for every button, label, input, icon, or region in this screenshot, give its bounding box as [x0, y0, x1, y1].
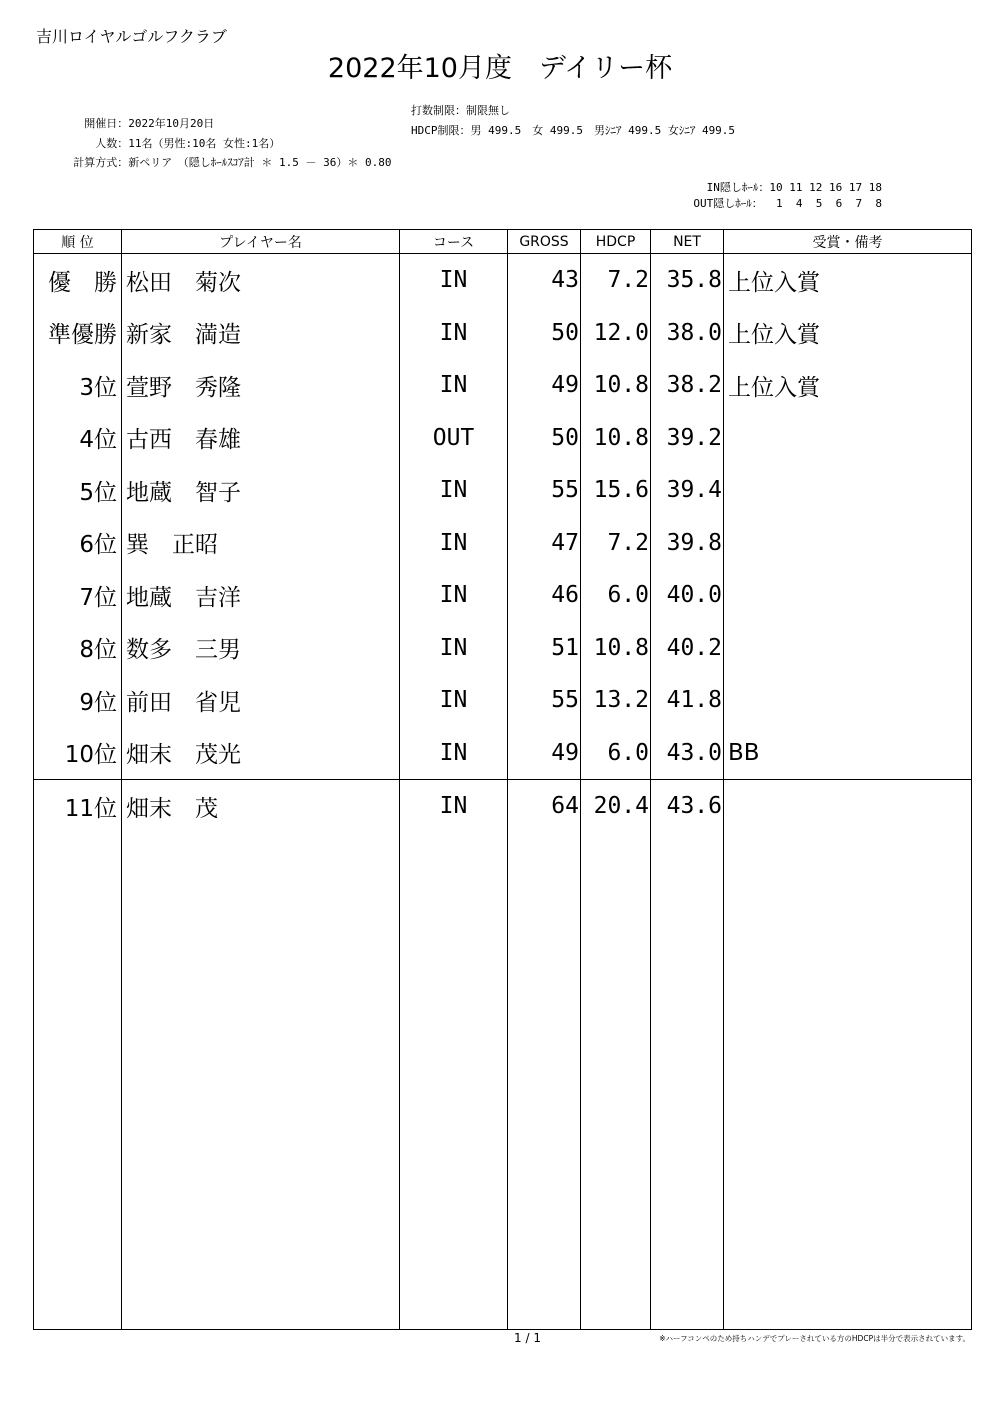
remark-cell: BB [724, 727, 972, 780]
rank-cell: 5位 [34, 464, 122, 517]
page-title: 2022年10月度 デイリー杯 [327, 53, 673, 84]
hdcp-cell: 10.8 [581, 412, 651, 465]
hdcp-cell: 7.2 [581, 517, 651, 570]
calc-value: 新ペリア （隠しﾎｰﾙｽｺｱ計 ＊ 1.5 － 36）＊ 0.80 [128, 156, 392, 169]
header-hdcp: HDCP [581, 230, 651, 254]
gross-cell: 50 [508, 307, 581, 360]
gross-cell: 46 [508, 569, 581, 622]
net-cell: 40.0 [651, 569, 724, 622]
course-cell: IN [400, 359, 508, 412]
net-cell: 40.2 [651, 622, 724, 675]
net-cell: 39.2 [651, 412, 724, 465]
header-net: NET [651, 230, 724, 254]
player-name-cell: 数多 三男 [122, 622, 400, 675]
gross-cell: 49 [508, 727, 581, 780]
table-row [34, 674, 972, 727]
date-value: 2022年10月20日 [128, 117, 215, 130]
count-label: 人数： [95, 137, 129, 150]
remark-cell [724, 622, 972, 675]
header-remark: 受賞・備考 [724, 230, 972, 254]
hdcp-cell: 10.8 [581, 359, 651, 412]
table-row [34, 359, 972, 412]
rank-cell: 10位 [34, 727, 122, 780]
hdcp-cell: 6.0 [581, 569, 651, 622]
in-hidden-holes: IN隠しﾎｰﾙ：10 11 12 16 17 18 [706, 181, 882, 194]
results-table [33, 229, 972, 1330]
date-label: 開催日： [84, 117, 129, 130]
player-name-cell: 地蔵 吉洋 [122, 569, 400, 622]
player-name-cell: 新家 満造 [122, 307, 400, 360]
course-cell: IN [400, 674, 508, 727]
rank-cell: 6位 [34, 517, 122, 570]
rank-cell: 8位 [34, 622, 122, 675]
gross-cell: 49 [508, 359, 581, 412]
count-value: 11名（男性:10名 女性:1名） [128, 137, 281, 150]
remark-cell [724, 780, 972, 833]
net-cell: 43.6 [651, 780, 724, 833]
course-cell: IN [400, 622, 508, 675]
table-row [34, 727, 972, 780]
player-name-cell: 前田 省児 [122, 674, 400, 727]
net-cell: 35.8 [651, 254, 724, 307]
rank-cell: 準優勝 [34, 307, 122, 360]
table-row [34, 412, 972, 465]
footer-note: ※ハーフコンペのため持ちハンデでプレーされている方のHDCPは半分で表示されています。 [659, 1334, 970, 1343]
remark-cell: 上位入賞 [724, 307, 972, 360]
out-hidden-holes: OUT隠しﾎｰﾙ： 1 4 5 6 7 8 [693, 197, 882, 210]
player-name-cell: 畑末 茂 [122, 780, 400, 833]
course-cell: IN [400, 517, 508, 570]
header-rank: 順 位 [34, 230, 122, 254]
remark-cell: 上位入賞 [724, 359, 972, 412]
player-name-cell: 古西 春雄 [122, 412, 400, 465]
table-row [34, 569, 972, 622]
rank-cell: 11位 [34, 780, 122, 833]
table-row [34, 464, 972, 517]
player-name-cell: 萱野 秀隆 [122, 359, 400, 412]
player-name-cell: 巽 正昭 [122, 517, 400, 570]
remark-cell [724, 464, 972, 517]
course-cell: IN [400, 254, 508, 307]
header-course: コース [400, 230, 508, 254]
net-cell: 39.4 [651, 464, 724, 517]
hdcp-cell: 20.4 [581, 780, 651, 833]
player-name-cell: 松田 菊次 [122, 254, 400, 307]
course-cell: IN [400, 727, 508, 780]
course-cell: IN [400, 569, 508, 622]
rank-cell: 優 勝 [34, 254, 122, 307]
table-row [34, 780, 972, 833]
hdcp-cell: 7.2 [581, 254, 651, 307]
gross-cell: 55 [508, 464, 581, 517]
page-number: 1 / 1 [514, 1331, 541, 1345]
table-row [34, 307, 972, 360]
gross-cell: 47 [508, 517, 581, 570]
net-cell: 39.8 [651, 517, 724, 570]
course-cell: IN [400, 307, 508, 360]
gross-cell: 43 [508, 254, 581, 307]
gross-cell: 50 [508, 412, 581, 465]
rank-cell: 7位 [34, 569, 122, 622]
table-row [34, 622, 972, 675]
rank-cell: 3位 [34, 359, 122, 412]
hdcp-limit: HDCP制限：男 499.5 女 499.5 男ｼﾆｱ 499.5 女ｼﾆｱ 499.5 [411, 124, 736, 137]
rank-cell: 4位 [34, 412, 122, 465]
net-cell: 38.2 [651, 359, 724, 412]
club-name: 吉川ロイヤルゴルフクラブ [36, 27, 227, 46]
calc-label: 計算方式： [73, 156, 129, 169]
hdcp-cell: 6.0 [581, 727, 651, 780]
header-row [34, 230, 972, 254]
rank-cell: 9位 [34, 674, 122, 727]
hdcp-cell: 10.8 [581, 622, 651, 675]
hdcp-cell: 13.2 [581, 674, 651, 727]
gross-cell: 51 [508, 622, 581, 675]
hdcp-cell: 15.6 [581, 464, 651, 517]
remark-cell: 上位入賞 [724, 254, 972, 307]
gross-cell: 55 [508, 674, 581, 727]
course-cell: OUT [400, 412, 508, 465]
remark-cell [724, 517, 972, 570]
net-cell: 43.0 [651, 727, 724, 780]
hdcp-cell: 12.0 [581, 307, 651, 360]
gross-cell: 64 [508, 780, 581, 833]
header-player: プレイヤー名 [122, 230, 400, 254]
header-gross: GROSS [508, 230, 581, 254]
table-row [34, 254, 972, 307]
net-cell: 38.0 [651, 307, 724, 360]
remark-cell [724, 674, 972, 727]
remark-cell [724, 569, 972, 622]
remark-cell [724, 412, 972, 465]
empty-row-area [34, 833, 972, 1330]
course-cell: IN [400, 464, 508, 517]
net-cell: 41.8 [651, 674, 724, 727]
player-name-cell: 畑末 茂光 [122, 727, 400, 780]
course-cell: IN [400, 780, 508, 833]
player-name-cell: 地蔵 智子 [122, 464, 400, 517]
table-row [34, 517, 972, 570]
meta-calc [40, 141, 391, 170]
stroke-limit: 打数制限：制限無し [411, 104, 510, 117]
